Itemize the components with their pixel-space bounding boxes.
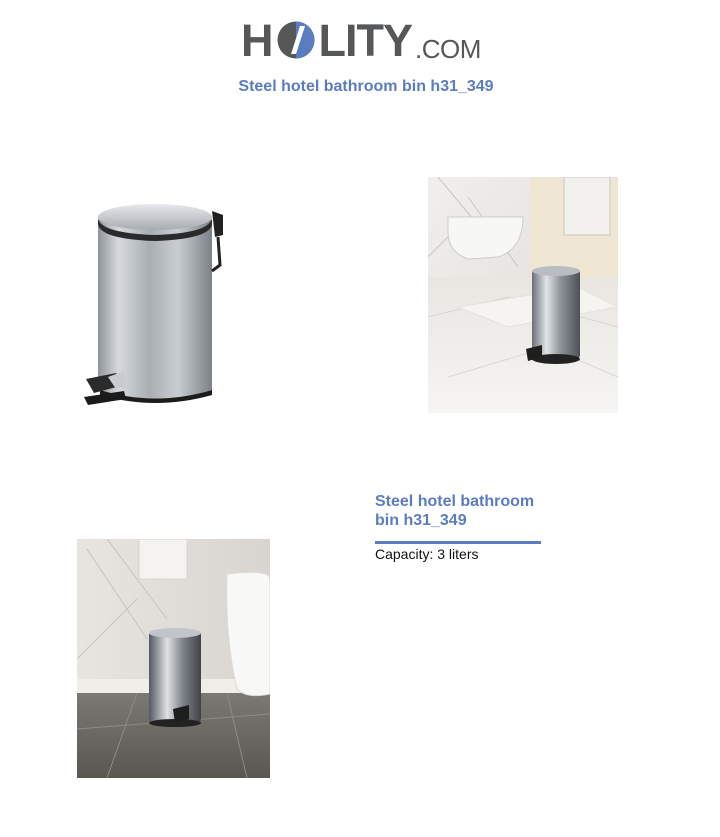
brand-logo[interactable] [241, 12, 491, 70]
bathroom-photo-icon [77, 539, 270, 778]
logo-letters-lity: LITY [318, 15, 412, 66]
product-photo-bathroom [428, 177, 618, 413]
pedal-bin-icon [78, 195, 238, 410]
bathroom-photo-icon [428, 177, 618, 413]
product-capacity: Capacity: 3 liters [375, 546, 479, 562]
logo-o-icon [272, 20, 320, 60]
logo-dotcom: .COM [415, 34, 481, 64]
product-title: Steel hotel bathroom bin h31_349 [375, 493, 535, 529]
title-divider [375, 541, 541, 544]
product-photo-floor [77, 539, 270, 778]
page-title: Steel hotel bathroom bin h31_349 [238, 78, 494, 95]
logo-wordmark [241, 12, 412, 70]
logo-letter-h: H [241, 15, 273, 66]
product-image-main [78, 195, 238, 410]
